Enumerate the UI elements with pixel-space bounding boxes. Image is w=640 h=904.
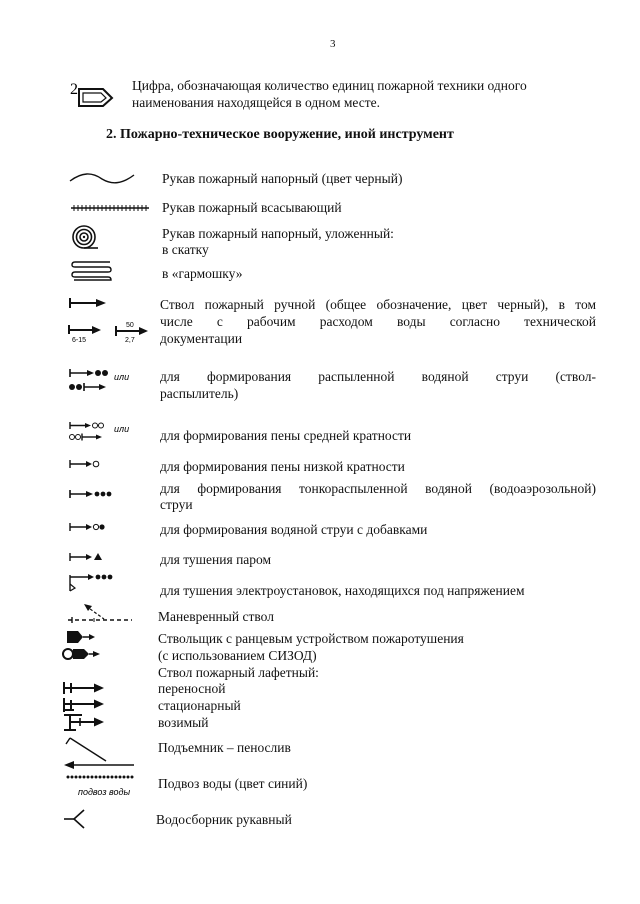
backpack-extinguisher-icon [62, 628, 122, 662]
backpack-label-2: (с использованием СИЗОД) [158, 648, 317, 663]
maneuver-nozzle-icon [66, 600, 136, 626]
water-delivery-label: Подвоз воды (цвет синий) [158, 776, 308, 791]
foam-low-label: для формирования пены низкой кратности [160, 459, 405, 474]
suction-hose-icon [70, 202, 150, 214]
electrical-label: для тушения электроустановок, находящихся под напряжением [160, 583, 525, 598]
steam-nozzle-icon [68, 551, 108, 563]
foam-medium-icon [68, 420, 138, 444]
nozzle-flow-icon [66, 319, 156, 345]
stationary-monitor-icon [62, 697, 108, 713]
nozzle-flow-top: 50 [126, 322, 134, 329]
nozzle-icon [68, 297, 108, 309]
badge-number: 2 [70, 81, 78, 98]
accordion-hose-icon [70, 259, 114, 283]
hose-collector-label: Водосборник рукавный [156, 812, 292, 827]
maneuver-label: Маневренный ствол [158, 609, 274, 624]
portable-monitor-icon [62, 681, 108, 695]
rolled-hose-icon [70, 223, 100, 251]
nozzle-flow-bottom: 2,7 [125, 337, 135, 344]
foam-medium-ili: или [114, 424, 130, 434]
spray-label-2: распылитель) [160, 386, 239, 401]
section-title: 2. Пожарно-техническое вооружение, иной инструмент [106, 127, 454, 142]
intro-line-1: Цифра, обозначающая количество единиц пожарной техники одного [132, 78, 527, 93]
hose-rolled-label-1: Рукав пожарный напорный, уложенный: [162, 226, 394, 241]
monitor-portable-label: переносной [158, 681, 226, 696]
mobile-monitor-icon [62, 714, 108, 732]
additives-label: для формирования водяной струи с добавками [160, 522, 428, 537]
foam-lift-icon [64, 735, 110, 763]
spray-ili: или [114, 372, 130, 382]
hose-pressure-label: Рукав пожарный напорный (цвет черный) [162, 171, 403, 186]
fine-spray-icon [68, 488, 118, 500]
nozzle-gauge-label: 6-15 [72, 337, 87, 344]
vehicle-count-icon [70, 74, 120, 108]
water-delivery-caption: подвоз воды [78, 787, 131, 797]
spray-label-1: для формирования распыленной водяной струи (ствол- [160, 369, 596, 384]
nozzle-label-3: документации [160, 331, 243, 346]
page-number: 3 [330, 38, 336, 50]
foam-low-icon [68, 458, 108, 470]
monitor-title: Ствол пожарный лафетный: [158, 665, 319, 680]
foam-medium-label: для формирования пены средней кратности [160, 428, 412, 443]
pressure-hose-icon [68, 170, 136, 186]
hose-accordion-label: в «гармошку» [162, 266, 243, 281]
spray-nozzle-icon [68, 366, 138, 394]
intro-line-2: наименования находящейся в одном месте. [132, 95, 380, 110]
hose-suction-label: Рукав пожарный всасывающий [162, 200, 342, 215]
water-delivery-icon [62, 760, 138, 800]
fine-spray-label-2: струи [160, 497, 193, 512]
additives-nozzle-icon [68, 521, 112, 533]
foam-lift-label: Подъемник – пенослив [158, 740, 291, 755]
steam-label: для тушения паром [160, 552, 272, 567]
monitor-stationary-label: стационарный [158, 698, 241, 713]
hose-collector-icon [62, 808, 96, 830]
backpack-label-1: Ствольщик с ранцевым устройством пожаротушения [158, 631, 464, 646]
hose-rolled-label-2: в скатку [162, 242, 209, 257]
nozzle-label-1: Ствол пожарный ручной (общее обозначение, цвет черный), в том [160, 297, 596, 312]
fine-spray-label-1: для формирования тонкораспыленной водяной (водоаэрозольной) [160, 481, 596, 496]
electrical-nozzle-icon [68, 572, 120, 594]
monitor-mobile-label: возимый [158, 715, 209, 730]
nozzle-label-2: числе с рабочим расходом воды согласно технической [160, 314, 596, 329]
